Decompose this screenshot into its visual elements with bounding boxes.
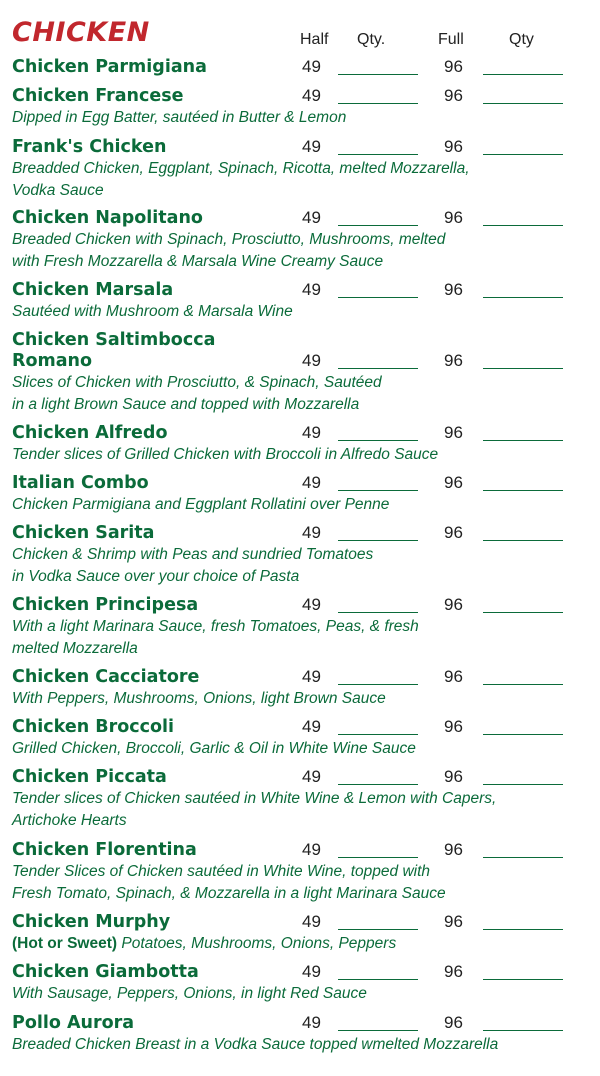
description-prefix: (Hot or Sweet) <box>12 935 118 952</box>
item-description <box>12 229 592 273</box>
full-price: 96 <box>444 473 463 492</box>
half-price: 49 <box>302 280 321 299</box>
half-qty-field[interactable] <box>338 734 418 735</box>
full-price: 96 <box>444 912 463 931</box>
description-line <box>12 394 592 416</box>
item-description <box>12 688 592 710</box>
description-text: Grilled Chicken, Broccoli, Garlic & Oil in White Wine Sauce <box>12 740 416 757</box>
full-qty-field[interactable] <box>483 784 563 785</box>
half-qty-field[interactable] <box>338 490 418 491</box>
half-price: 49 <box>302 208 321 227</box>
item-name: Chicken Broccoli <box>12 717 175 737</box>
description-text: Fresh Tomato, Spinach, & Mozzarella in a light Marinara Sauce <box>12 885 446 902</box>
item-description <box>12 861 592 905</box>
description-text: in a light Brown Sauce and topped with Mozzarella <box>12 396 360 413</box>
item-description <box>12 616 592 660</box>
full-qty-field[interactable] <box>483 154 563 155</box>
description-text: Potatoes, Mushrooms, Onions, Peppers <box>121 935 397 952</box>
full-price: 96 <box>444 962 463 981</box>
item-description <box>12 788 592 832</box>
description-line <box>12 180 592 202</box>
item-name: Chicken Giambotta <box>12 962 199 982</box>
half-price: 49 <box>302 473 321 492</box>
full-price: 96 <box>444 717 463 736</box>
full-price: 96 <box>444 595 463 614</box>
half-qty-field[interactable] <box>338 684 418 685</box>
item-name: Chicken Piccata <box>12 767 167 787</box>
item-description <box>12 158 592 202</box>
header-half-qty: Qty. <box>357 31 386 48</box>
description-text: in Vodka Sauce over your choice of Pasta <box>12 568 300 585</box>
full-price: 96 <box>444 667 463 686</box>
description-line <box>12 788 592 810</box>
description-text: Slices of Chicken with Prosciutto, & Spinach, Sautéed <box>12 374 382 391</box>
half-price: 49 <box>302 1013 321 1032</box>
description-line <box>12 229 592 251</box>
description-text: Tender slices of Chicken sautéed in White Wine & Lemon with Capers, <box>12 790 497 807</box>
description-line <box>12 933 592 955</box>
full-price: 96 <box>444 351 463 370</box>
description-text: Sautéed with Mushroom & Marsala Wine <box>12 303 293 320</box>
half-qty-field[interactable] <box>338 368 418 369</box>
section-title: CHICKEN <box>12 17 150 48</box>
description-line <box>12 883 592 905</box>
item-name-line2: Romano <box>12 351 93 371</box>
description-line <box>12 861 592 883</box>
full-price: 96 <box>444 57 463 76</box>
item-name: Chicken Sarita <box>12 523 155 543</box>
header-full: Full <box>438 31 464 48</box>
item-description <box>12 301 592 323</box>
description-line <box>12 107 592 129</box>
description-text: Chicken Parmigiana and Eggplant Rollatini over Penne <box>12 496 390 513</box>
item-name: Chicken Alfredo <box>12 423 168 443</box>
half-price: 49 <box>302 57 321 76</box>
item-name: Chicken Napolitano <box>12 208 203 228</box>
description-text: Tender Slices of Chicken sautéed in White Wine, topped with <box>12 863 431 880</box>
half-price: 49 <box>302 351 321 370</box>
item-description <box>12 494 592 516</box>
description-line <box>12 638 592 660</box>
description-line <box>12 372 592 394</box>
full-price: 96 <box>444 1013 463 1032</box>
item-description <box>12 372 592 416</box>
half-price: 49 <box>302 912 321 931</box>
description-line <box>12 494 592 516</box>
half-qty-field[interactable] <box>338 103 418 104</box>
description-line <box>12 158 592 180</box>
item-name: Chicken Principesa <box>12 595 199 615</box>
description-line <box>12 688 592 710</box>
half-qty-field[interactable] <box>338 1030 418 1031</box>
full-qty-field[interactable] <box>483 979 563 980</box>
full-qty-field[interactable] <box>483 857 563 858</box>
item-name: Chicken Francese <box>12 86 184 106</box>
full-qty-field[interactable] <box>483 540 563 541</box>
full-price: 96 <box>444 523 463 542</box>
description-line <box>12 810 592 832</box>
description-text: Chicken & Shrimp with Peas and sundried Tomatoes <box>12 546 374 563</box>
half-qty-field[interactable] <box>338 979 418 980</box>
description-text: With Sausage, Peppers, Onions, in light Red Sauce <box>12 985 367 1002</box>
item-description <box>12 1034 592 1056</box>
full-qty-field[interactable] <box>483 612 563 613</box>
item-name: Chicken Parmigiana <box>12 57 207 77</box>
item-name: Chicken Saltimbocca <box>12 330 216 350</box>
full-price: 96 <box>444 280 463 299</box>
description-text: Breaded Chicken Breast in a Vodka Sauce topped wmelted Mozzarella <box>12 1036 499 1053</box>
full-price: 96 <box>444 208 463 227</box>
full-qty-field[interactable] <box>483 929 563 930</box>
half-qty-field[interactable] <box>338 857 418 858</box>
description-line <box>12 444 592 466</box>
full-qty-field[interactable] <box>483 103 563 104</box>
item-description <box>12 933 592 955</box>
description-line <box>12 616 592 638</box>
description-line <box>12 1034 592 1056</box>
item-name: Italian Combo <box>12 473 149 493</box>
half-qty-field[interactable] <box>338 929 418 930</box>
half-price: 49 <box>302 667 321 686</box>
full-price: 96 <box>444 86 463 105</box>
description-text: With Peppers, Mushrooms, Onions, light Brown Sauce <box>12 690 386 707</box>
description-text: Breaded Chicken with Spinach, Prosciutto, Mushrooms, melted <box>12 231 446 248</box>
description-text: Vodka Sauce <box>12 182 104 199</box>
half-price: 49 <box>302 962 321 981</box>
description-line <box>12 301 592 323</box>
item-name: Pollo Aurora <box>12 1013 135 1033</box>
half-price: 49 <box>302 767 321 786</box>
half-price: 49 <box>302 595 321 614</box>
full-price: 96 <box>444 767 463 786</box>
description-line <box>12 544 592 566</box>
half-qty-field[interactable] <box>338 540 418 541</box>
item-description <box>12 544 592 588</box>
half-qty-field[interactable] <box>338 154 418 155</box>
item-description <box>12 444 592 466</box>
full-price: 96 <box>444 840 463 859</box>
half-price: 49 <box>302 523 321 542</box>
description-line <box>12 566 592 588</box>
description-line <box>12 983 592 1005</box>
description-text: Tender slices of Grilled Chicken with Broccoli in Alfredo Sauce <box>12 446 439 463</box>
header-full-qty: Qty <box>509 31 534 48</box>
description-text: Artichoke Hearts <box>12 812 127 829</box>
half-qty-field[interactable] <box>338 440 418 441</box>
half-price: 49 <box>302 840 321 859</box>
full-qty-field[interactable] <box>483 684 563 685</box>
half-price: 49 <box>302 86 321 105</box>
half-qty-field[interactable] <box>338 784 418 785</box>
description-line <box>12 251 592 273</box>
half-qty-field[interactable] <box>338 74 418 75</box>
full-qty-field[interactable] <box>483 74 563 75</box>
full-qty-field[interactable] <box>483 1030 563 1031</box>
description-line <box>12 738 592 760</box>
item-description <box>12 107 592 129</box>
item-description <box>12 738 592 760</box>
half-price: 49 <box>302 717 321 736</box>
full-price: 96 <box>444 137 463 156</box>
half-qty-field[interactable] <box>338 297 418 298</box>
full-qty-field[interactable] <box>483 440 563 441</box>
item-name: Chicken Florentina <box>12 840 197 860</box>
half-qty-field[interactable] <box>338 225 418 226</box>
description-text: Breadded Chicken, Eggplant, Spinach, Ricotta, melted Mozzarella, <box>12 160 470 177</box>
item-name: Frank's Chicken <box>12 137 167 157</box>
half-qty-field[interactable] <box>338 612 418 613</box>
item-name: Chicken Cacciatore <box>12 667 200 687</box>
full-price: 96 <box>444 423 463 442</box>
description-text: Dipped in Egg Batter, sautéed in Butter & Lemon <box>12 109 347 126</box>
half-price: 49 <box>302 137 321 156</box>
full-qty-field[interactable] <box>483 297 563 298</box>
full-qty-field[interactable] <box>483 225 563 226</box>
full-qty-field[interactable] <box>483 490 563 491</box>
header-half: Half <box>300 31 329 48</box>
item-name: Chicken Murphy <box>12 912 171 932</box>
full-qty-field[interactable] <box>483 368 563 369</box>
description-text: melted Mozzarella <box>12 640 138 657</box>
item-description <box>12 983 592 1005</box>
item-name: Chicken Marsala <box>12 280 174 300</box>
half-price: 49 <box>302 423 321 442</box>
description-text: With a light Marinara Sauce, fresh Tomatoes, Peas, & fresh <box>12 618 419 635</box>
full-qty-field[interactable] <box>483 734 563 735</box>
description-text: with Fresh Mozzarella & Marsala Wine Creamy Sauce <box>12 253 384 270</box>
